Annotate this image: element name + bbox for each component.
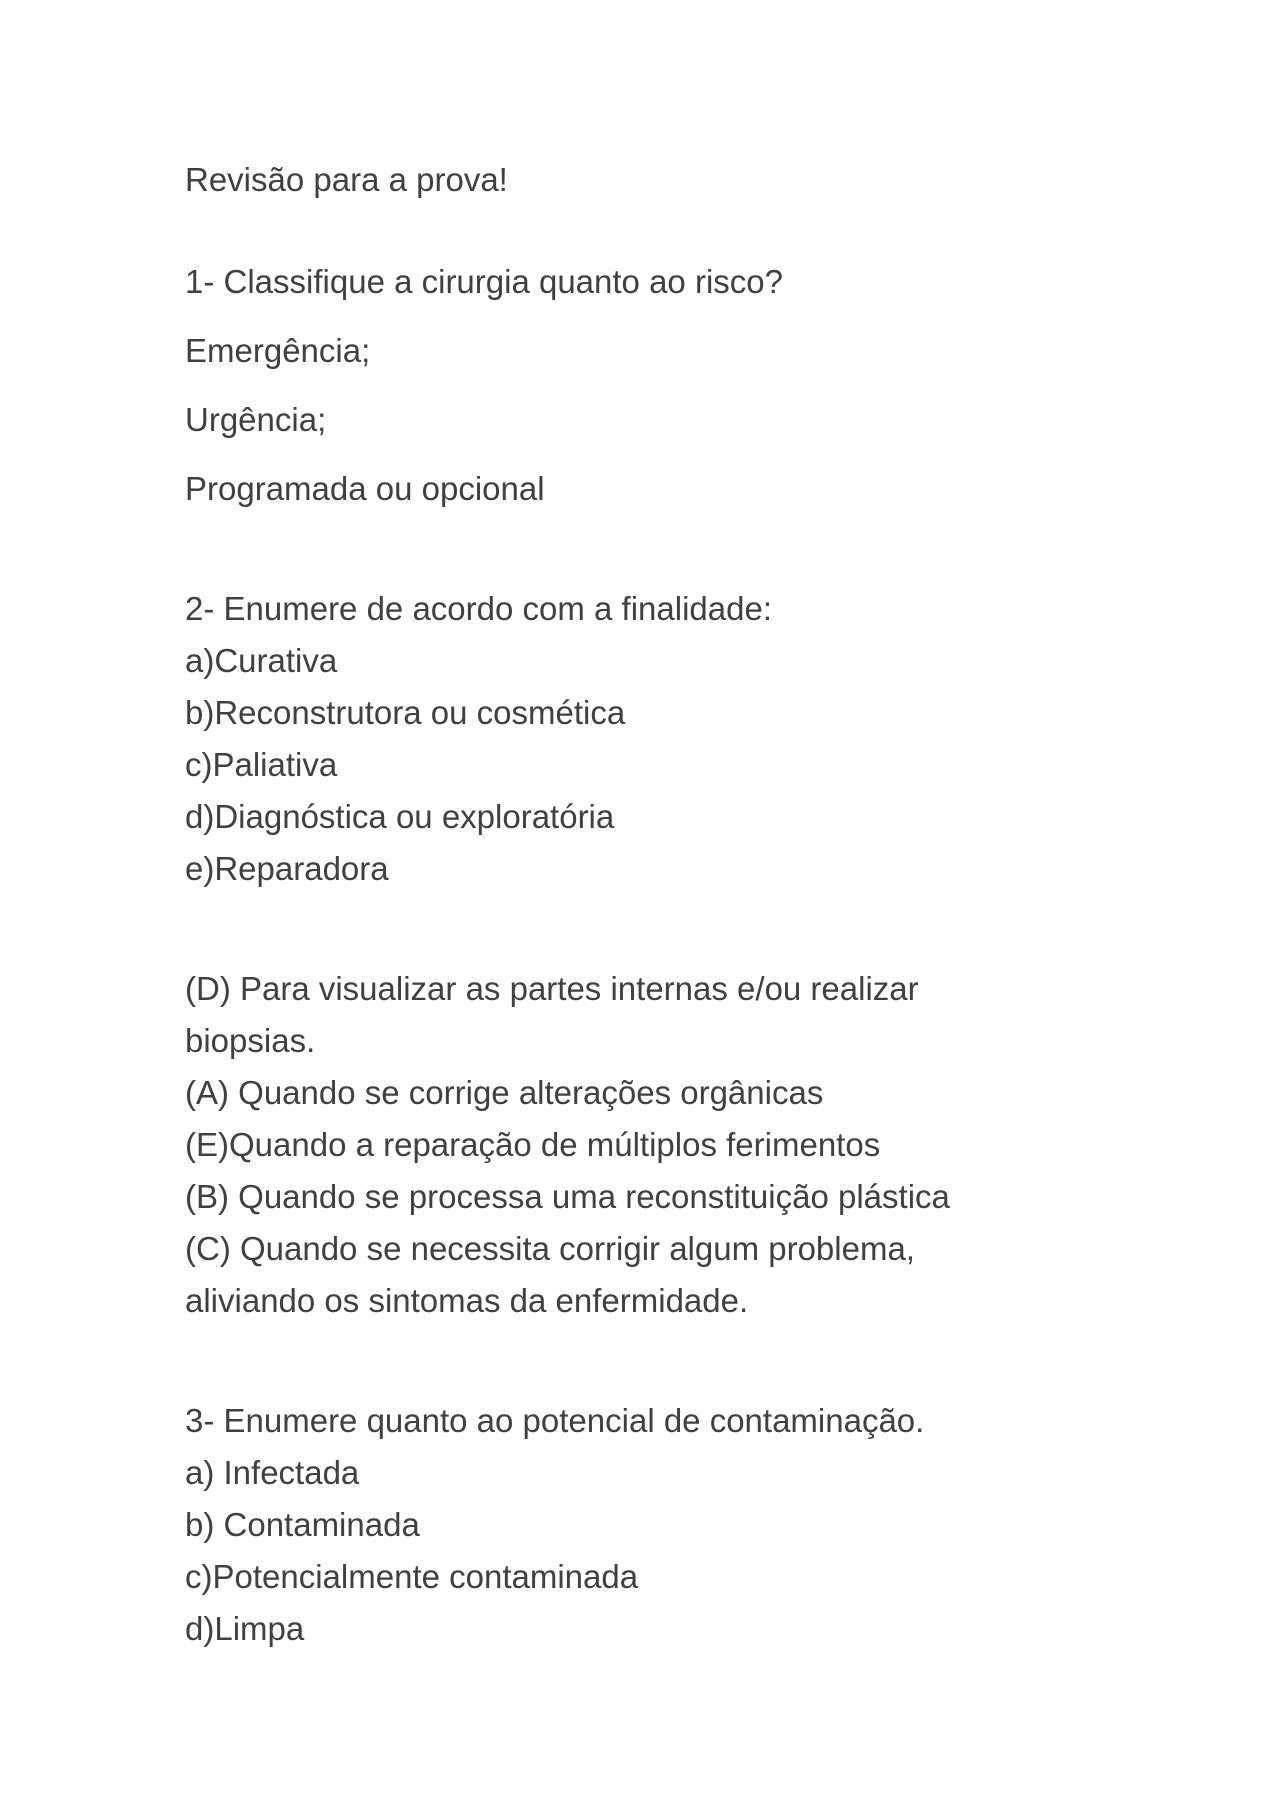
question-3-option: d)Limpa — [185, 1610, 305, 1647]
question-1-answer: Programada ou opcional — [185, 470, 545, 507]
question-3-option: a) Infectada — [185, 1454, 360, 1491]
question-3-option: b) Contaminada — [185, 1506, 420, 1543]
question-2-match: (B) Quando se processa uma reconstituição plástica — [185, 1178, 950, 1215]
question-2-match: aliviando os sintomas da enfermidade. — [185, 1282, 749, 1319]
question-2-option: d)Diagnóstica ou exploratória — [185, 798, 615, 835]
question-2-match: (A) Quando se corrige alterações orgânicas — [185, 1074, 824, 1111]
question-2-match: (E)Quando a reparação de múltiplos ferimentos — [185, 1126, 881, 1163]
question-1-answer: Urgência; — [185, 401, 327, 438]
question-2-option: c)Paliativa — [185, 746, 338, 783]
question-2-option: b)Reconstrutora ou cosmética — [185, 694, 626, 731]
document-title: Revisão para a prova! — [185, 161, 508, 198]
question-2-match: (C) Quando se necessita corrigir algum problema, — [185, 1230, 915, 1267]
question-2-option: a)Curativa — [185, 642, 338, 679]
question-2-match: (D) Para visualizar as partes internas e/ou realizar — [185, 970, 919, 1007]
question-2: 2- Enumere de acordo com a finalidade: — [185, 590, 773, 627]
question-2-option: e)Reparadora — [185, 850, 389, 887]
question-2-match: biopsias. — [185, 1022, 316, 1059]
question-3-option: c)Potencialmente contaminada — [185, 1558, 639, 1595]
document-body — [185, 154, 1085, 1655]
question-1: 1- Classifique a cirurgia quanto ao risco? — [185, 263, 783, 300]
question-3: 3- Enumere quanto ao potencial de contaminação. — [185, 1402, 925, 1439]
question-1-answer: Emergência; — [185, 332, 371, 369]
